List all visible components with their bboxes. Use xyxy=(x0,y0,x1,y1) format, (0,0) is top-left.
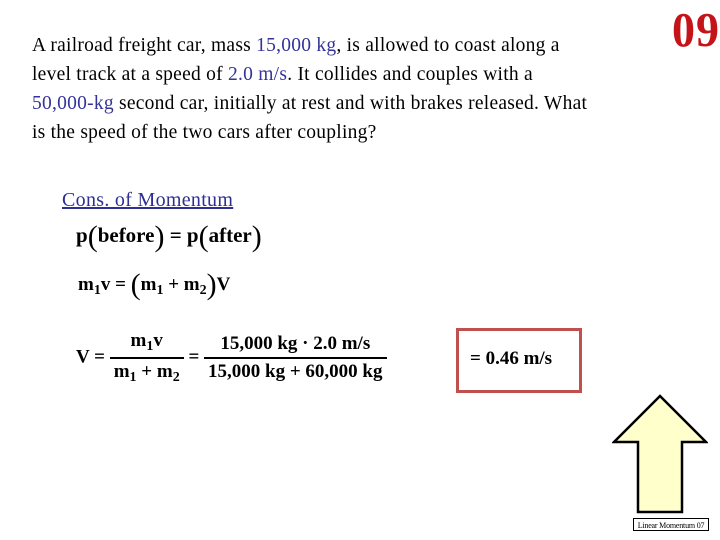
paren-open: ( xyxy=(87,220,98,253)
paren-close-3: ) xyxy=(206,268,217,301)
momentum-equation xyxy=(76,220,262,254)
eq1-before: before xyxy=(97,223,155,247)
eq1-after: after xyxy=(208,223,252,247)
frac2-denominator: 15,000 kg + 60,000 kg xyxy=(204,357,386,383)
eq2-sub-a: 1 xyxy=(156,283,164,298)
frac1-numerator: $m_1v$ xyxy=(130,330,163,354)
paren-open-2: ( xyxy=(198,220,209,253)
problem-text-2: , is allowed to coast along a level track at a speed of xyxy=(32,35,560,85)
eq2-sub1: 1 xyxy=(93,283,101,298)
eq2-V: V xyxy=(216,274,231,295)
problem-text-1: A railroad freight car, mass xyxy=(32,35,257,56)
eq2-m-a: m xyxy=(140,274,157,295)
fraction-numeric xyxy=(204,333,386,383)
frac2-numerator: 15,000 kg · 2.0 m/s xyxy=(220,333,371,354)
mass1-value: 15,000 kg xyxy=(256,35,337,56)
problem-text-3: . It collides and couples with a xyxy=(287,64,533,85)
collision-equation xyxy=(78,268,230,302)
up-arrow-icon[interactable] xyxy=(612,394,708,514)
problem-statement xyxy=(32,31,592,147)
eq2-m: m xyxy=(78,274,94,295)
eq2-sub-b: 2 xyxy=(199,283,207,298)
eq1-equals: = xyxy=(164,223,187,247)
speed-value: 2.0 m/s xyxy=(228,64,288,85)
paren-open-3: ( xyxy=(130,268,141,301)
eq3-equals: = xyxy=(183,346,205,368)
footer-label: Linear Momentum 07 xyxy=(633,518,709,531)
slide-number: 09 xyxy=(672,2,720,57)
mass2-value: 50,000-kg xyxy=(32,93,114,114)
paren-close-2: ) xyxy=(251,220,262,253)
eq1-p: p xyxy=(76,223,88,247)
fraction-symbolic xyxy=(110,330,184,386)
eq2-v: v = xyxy=(100,274,131,295)
cons-of-momentum-link[interactable]: Cons. of Momentum xyxy=(62,189,234,211)
problem-text-4: second car, initially at rest and with brakes released. What is the speed of the two cars after coupling? xyxy=(32,93,588,143)
result-value: = 0.46 m/s xyxy=(470,348,553,369)
solution-equation xyxy=(76,330,387,386)
paren-close: ) xyxy=(154,220,165,253)
frac1-denominator: $m_1 + m_2$ xyxy=(110,357,184,386)
eq1-p2: p xyxy=(186,223,199,247)
eq3-lhs: V = xyxy=(76,346,110,368)
eq2-plus: + m xyxy=(163,274,200,295)
